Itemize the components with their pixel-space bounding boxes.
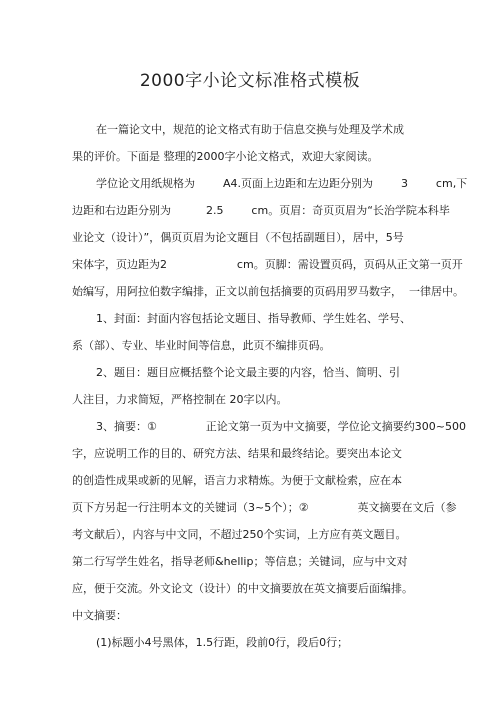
paragraph-line: 第二行写学生姓名，指导老师&hellip；等信息；关键词，应与中文对: [72, 555, 408, 568]
paragraph-line: 果的评价。下面是 整理的2000字小论文格式，欢迎大家阅读。: [72, 150, 379, 163]
paragraph-line: 学位论文用纸规格为 A4.页面上边距和左边距分别为 3 cm,下: [96, 177, 468, 190]
paragraph-line: 人注目，力求简短，严格控制在 20字以内。: [72, 393, 288, 406]
paragraph-line: 边距和右边距分别为 2.5 cm。页眉：奇页页眉为“长治学院本科毕: [72, 204, 450, 217]
paragraph-line: 3、摘要：① 正论文第一页为中文摘要，学位论文摘要约300~500: [96, 420, 467, 433]
paragraph-line: 业论文（设计）”，偶页页眉为论文题目（不包括副题目），居中，5号: [72, 231, 404, 244]
paragraph-line: 中文摘要：: [72, 609, 127, 622]
paragraph-line: 系（部）、专业、毕业时间等信息，此页不编排页码。: [72, 339, 331, 352]
paragraph-line: 2、题目：题目应概括整个论文最主要的内容，恰当、简明、引: [96, 366, 400, 379]
paragraph-line: 的创造性成果或新的见解，语言力求精炼。为便于文献检索，应在本: [72, 474, 402, 487]
paragraph-line: 字，应说明工作的目的、研究方法、结果和最终结论。要突出本论文: [72, 447, 402, 460]
paragraph-line: 页下方另起一行注明本文的关键词（3~5个）；② 英文摘要在文后（参: [72, 501, 457, 514]
paragraph-line: 应，便于交流。外文论文（设计）的中文摘要放在英文摘要后面编排。: [72, 582, 413, 595]
page-title: 2000字小论文标准格式模板: [139, 71, 361, 91]
paragraph-line: 在一篇论文中，规范的论文格式有助于信息交换与处理及学术成: [96, 123, 404, 136]
paragraph-line: 宋体字，页边距为2 cm。页脚：需设置页码，页码从正文第一页开: [72, 258, 463, 271]
paragraph-line: (1)标题小4号黑体，1.5行距，段前0行，段后0行；: [96, 636, 349, 649]
paragraph-line: 1、封面：封面内容包括论文题目、指导教师、学生姓名、学号、: [96, 312, 411, 325]
paragraph-line: 考文献后），内容与中文同，不超过250个实词，上方应有英文题目。: [72, 528, 407, 541]
paragraph-line: 始编写，用阿拉伯数字编排，正文以前包括摘要的页码用罗马数字， 一律居中。: [72, 285, 464, 298]
